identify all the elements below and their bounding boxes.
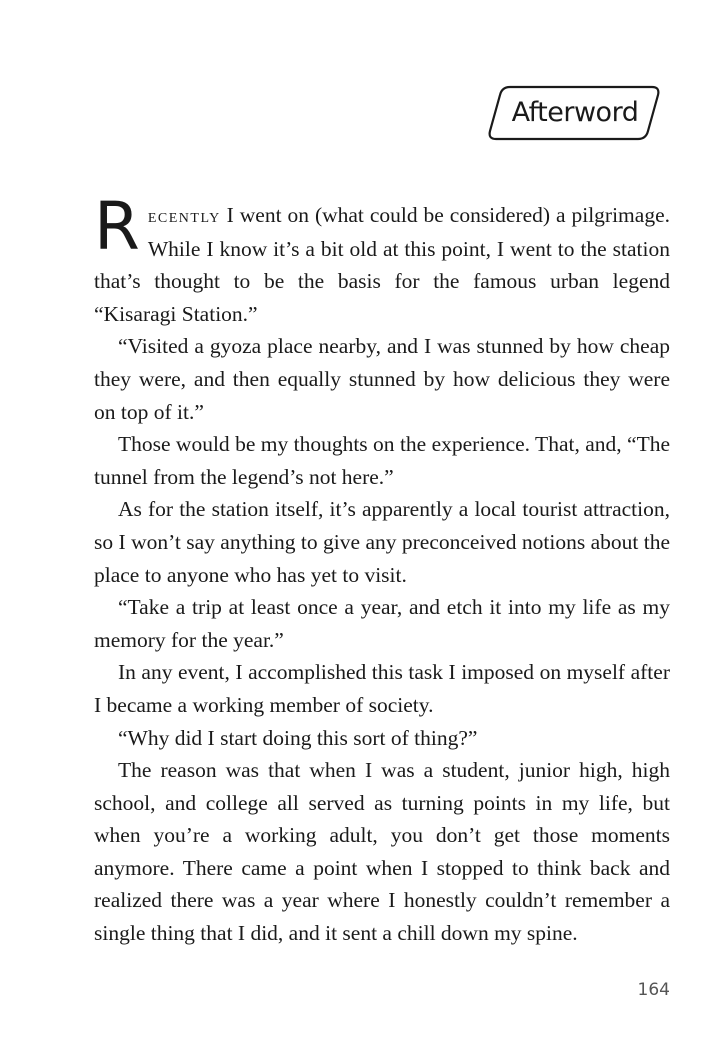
paragraph-text: Those would be my thoughts on the experience. That, and, <box>118 432 628 457</box>
chapter-heading <box>488 85 662 141</box>
drop-cap: R <box>94 188 140 265</box>
paragraph-lead <box>94 188 670 330</box>
paragraph: “Why did I start doing this sort of thing?” <box>118 725 478 750</box>
lead-smallcaps: ecently <box>147 205 221 227</box>
page-number: 164 <box>637 980 670 1000</box>
paragraph-quote: “The tunnel from the legend’s not here.” <box>94 432 670 489</box>
paragraph: “Take a trip at least once a year, and etch it into my life as my memory for the year.” <box>94 595 670 652</box>
chapter-title: Afterword <box>511 97 639 128</box>
paragraph: The reason was that when I was a student, junior high, high school, and college all served as turning points in my life, but when you’re a working adult, you don’t get those moments anymore. There came a point when I stopped to think back and realized there was a year where I honestly couldn’t remember a single thing that I did, and it sent a chill down my spine. <box>94 758 670 946</box>
paragraph <box>94 428 670 493</box>
paragraph: As for the station itself, it’s apparently a local tourist attraction, so I won’t say anything to give any preconceived notions about the place to anyone who has yet to visit. <box>94 497 670 587</box>
paragraph: In any event, I accomplished this task I imposed on myself after I became a working member of society. <box>94 660 670 717</box>
body-text <box>94 188 670 950</box>
paragraph: “Visited a gyoza place nearby, and I was stunned by how cheap they were, and then equally stunned by how delicious they were on top of it.” <box>94 334 670 424</box>
lead-text: I went on (what could be considered) a pilgrimage. While I know it’s a bit old at this point, I went to the station that’s thought to be the basis for the famous urban legend “Kisaragi Station.” <box>94 203 670 326</box>
